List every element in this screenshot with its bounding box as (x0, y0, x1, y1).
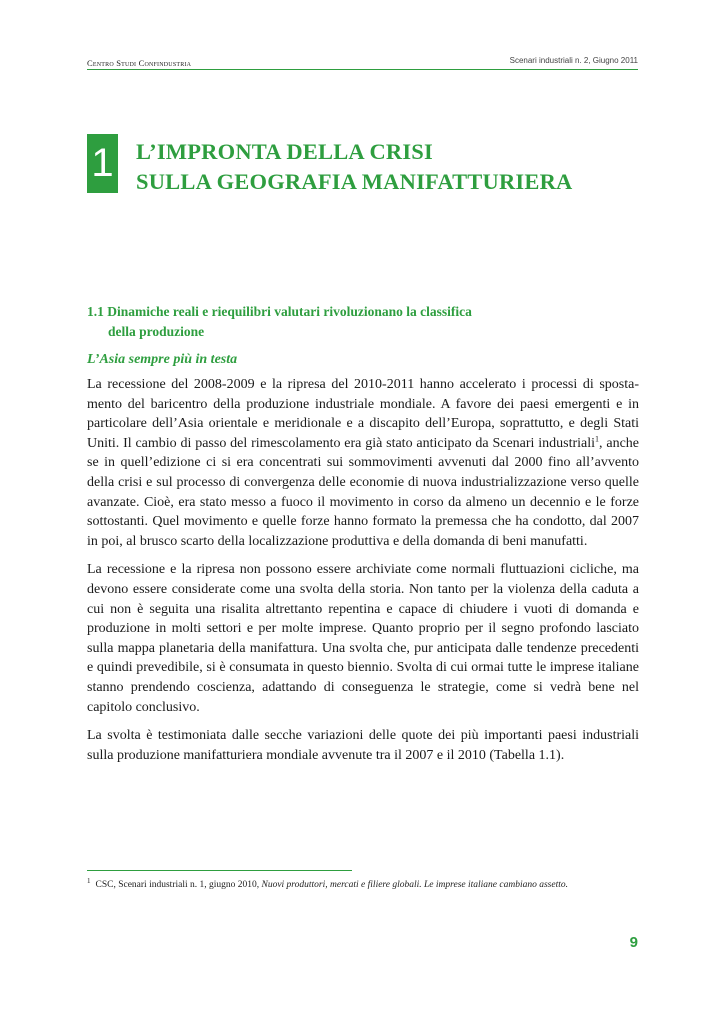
section-heading-line1: 1.1 Dinamiche reali e riequilibri valutari rivoluzionano la classifica (87, 304, 472, 319)
footnote-mark: 1 (87, 877, 91, 885)
footnote-divider (87, 870, 352, 871)
section-heading-line2: della produzione (108, 324, 205, 339)
running-header-org: Centro Studi Confindustria (87, 58, 192, 68)
footnote-text: CSC, Scenari industriali n. 1, giugno 2010, (95, 880, 262, 891)
chapter-title (136, 137, 572, 197)
footnote-italic-text: Nuovi produttori, mercati e filiere globali. Le imprese italiane cambiano assetto. (261, 880, 569, 891)
paragraph-1: La recessione del 2008-2009 e la ripresa del 2010-2011 hanno accelerato i processi di spostamento del baricentro della produzione industriale mondiale. A favore dei paesi emergenti e in particolare dell’Asia orientale e meridionale e a discapito dell’Europa, soprattutto, e degli Stati Uniti. Il cambio di passo del rimescolamento era già stato anticipato da Scenari industriali$^1$, anche se in quell’edizione ci si era concentrati sui sommovimenti avvenuti dal 2000 fino all’avvento della crisi e sul processo di convergenza delle economie di nuova industrializzazione verso quelle avanzate. Cioè, era stato messo a fuoco il movimento in corso da almeno un decennio e le forze sottostanti. Quel movimento e quelle forze hanno formato la premessa che ha condotto, dal 2007 in poi, al brusco scarto della localizzazione produttiva e della domanda di beni manufatti. (87, 377, 639, 549)
paragraph-3: La svolta è testimoniata dalle secche variazioni delle quote dei più importanti paesi industriali sulla produzione manifatturiera mondiale avvenute tra il 2007 e il 2010 (Tabella 1.1). (87, 728, 639, 763)
footnote (87, 877, 647, 890)
running-header-issue: Scenari industriali n. 2, Giugno 2011 (509, 56, 638, 65)
chapter-title-line2: SULLA GEOGRAFIA MANIFATTURIERA (136, 169, 573, 194)
page-number: 9 (629, 934, 638, 951)
paragraph-2: La recessione e la ripresa non possono essere archiviate come normali fluttuazioni cicliche, ma devono essere considerate come una svolta della storia. Non tanto per la violenza della caduta a cui non è seguita una risalita altrettanto repentina e capace di chiudere i vuoti di domanda e produzione in molti settori e per molte imprese. Quanto proprio per il segno profondo lasciato sulla mappa planetaria della manifattura. Una svolta che, pur anticipata dalle tendenze precedenti e quindi prevedibile, si è consumata in questo biennio. Svolta di cui ormai tutte le imprese italiane stanno prendendo coscienza, adattando di conseguenza le strategie, come si vedrà bene nel capitolo conclusivo. (87, 562, 639, 715)
subsection-heading: L’Asia sempre più in testa (87, 352, 238, 367)
header-divider (87, 69, 638, 70)
section-heading (87, 302, 587, 342)
chapter-number-badge: 1 (87, 134, 118, 193)
chapter-title-line1: L’IMPRONTA DELLA CRISI (136, 139, 433, 164)
footnote-reference[interactable]: 1 (595, 434, 600, 444)
body-text (87, 375, 639, 774)
